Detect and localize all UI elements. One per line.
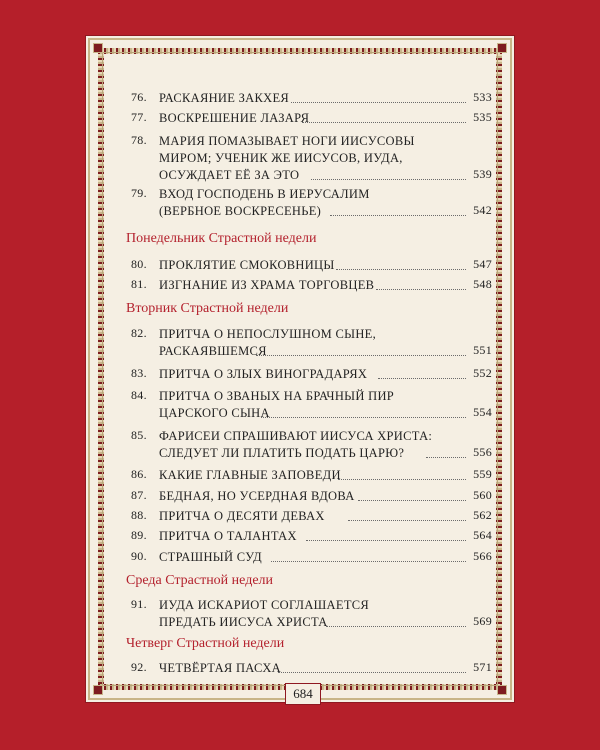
entry-title: ЧЕТВЁРТАЯ ПАСХА <box>159 661 281 675</box>
entry-page: 551 <box>473 343 492 357</box>
dot-leader <box>306 540 466 541</box>
entry-number: 90. <box>131 549 147 563</box>
entry-page: 571 <box>473 660 492 674</box>
dot-leader <box>426 457 466 458</box>
entry-title: КАКИЕ ГЛАВНЫЕ ЗАПОВЕДИ <box>159 468 341 482</box>
entry-page: 552 <box>473 366 492 380</box>
entry-title: ПРИТЧА О ЗВАНЫХ НА БРАЧНЫЙ ПИР ЦАРСКОГО СЫНА <box>159 389 395 420</box>
section-heading: Четверг Страстной недели <box>126 636 285 651</box>
entry-title: ФАРИСЕИ СПРАШИВАЮТ ИИСУСА ХРИСТА: СЛЕДУЕТ ЛИ ПЛАТИТЬ ПОДАТЬ ЦАРЮ? <box>159 429 433 460</box>
entry-number: 83. <box>131 366 147 380</box>
dot-leader <box>311 179 466 180</box>
corner-ornament <box>497 685 507 695</box>
entry-number: 89. <box>131 528 147 542</box>
table-of-contents <box>126 90 494 675</box>
entry-number: 78. <box>131 133 147 147</box>
entry-page: 535 <box>473 110 492 124</box>
dot-leader <box>326 626 466 627</box>
entry-number: 87. <box>131 488 147 502</box>
entry-number: 82. <box>131 326 147 340</box>
entry-number: 92. <box>131 660 147 674</box>
dot-leader <box>278 672 466 673</box>
corner-ornament <box>93 43 103 53</box>
entry-title: СТРАШНЫЙ СУД <box>159 550 262 564</box>
entry-number: 81. <box>131 277 147 291</box>
dot-leader <box>302 122 466 123</box>
entry-page: 542 <box>473 203 492 217</box>
entry-page: 569 <box>473 614 492 628</box>
entry-title: БЕДНАЯ, НО УСЕРДНАЯ ВДОВА <box>159 489 355 503</box>
entry-title: ПРИТЧА О НЕПОСЛУШНОМ СЫНЕ, РАСКАЯВШЕМСЯ <box>159 327 377 358</box>
entry-number: 77. <box>131 110 147 124</box>
dot-leader <box>338 479 466 480</box>
entry-title: ПРИТЧА О ТАЛАНТАХ <box>159 529 297 543</box>
dot-leader <box>378 378 466 379</box>
entry-number: 86. <box>131 467 147 481</box>
entry-page: 559 <box>473 467 492 481</box>
corner-ornament <box>497 43 507 53</box>
dot-leader <box>376 289 466 290</box>
entry-number: 80. <box>131 257 147 271</box>
entry-page: 554 <box>473 405 492 419</box>
dot-leader <box>348 520 466 521</box>
dot-leader <box>358 500 466 501</box>
dot-leader <box>271 561 466 562</box>
entry-page: 533 <box>473 90 492 104</box>
entry-number: 84. <box>131 388 147 402</box>
entry-number: 91. <box>131 597 147 611</box>
entry-title: ИУДА ИСКАРИОТ СОГЛАШАЕТСЯ ПРЕДАТЬ ИИСУСА ХРИСТА <box>159 598 370 629</box>
entry-title: ВОСКРЕШЕНИЕ ЛАЗАРЯ <box>159 111 310 125</box>
entry-number: 85. <box>131 428 147 442</box>
dot-leader <box>336 269 466 270</box>
entry-page: 562 <box>473 508 492 522</box>
entry-title: ВХОД ГОСПОДЕНЬ В ИЕРУСАЛИМ (ВЕРБНОЕ ВОСКРЕСЕНЬЕ) <box>159 187 370 218</box>
entry-title: ИЗГНАНИЕ ИЗ ХРАМА ТОРГОВЦЕВ <box>159 278 375 292</box>
dot-leader <box>256 355 466 356</box>
entry-page: 556 <box>473 445 492 459</box>
dot-leader <box>291 102 466 103</box>
dot-leader <box>261 417 466 418</box>
entry-page: 547 <box>473 257 492 271</box>
entry-title: МАРИЯ ПОМАЗЫВАЕТ НОГИ ИИСУСОВЫ МИРОМ; УЧЕНИК ЖЕ ИИСУСОВ, ИУДА, ОСУЖДАЕТ ЕЁ ЗА ЭТО <box>159 134 415 182</box>
entry-number: 88. <box>131 508 147 522</box>
entry-title: ПРИТЧА О ДЕСЯТИ ДЕВАХ <box>159 509 325 523</box>
corner-ornament <box>93 685 103 695</box>
entry-number: 79. <box>131 186 147 200</box>
entry-page: 566 <box>473 549 492 563</box>
entry-title: ПРОКЛЯТИЕ СМОКОВНИЦЫ <box>159 258 335 272</box>
page-number: 684 <box>285 683 321 705</box>
entry-title: РАСКАЯНИЕ ЗАКХЕЯ <box>159 91 290 105</box>
entry-page: 564 <box>473 528 492 542</box>
entry-number: 76. <box>131 90 147 104</box>
entry-page: 539 <box>473 167 492 181</box>
entry-title: ПРИТЧА О ЗЛЫХ ВИНОГРАДАРЯХ <box>159 367 368 381</box>
section-heading: Вторник Страстной недели <box>126 301 289 316</box>
section-heading: Понедельник Страстной недели <box>126 231 317 246</box>
section-heading: Среда Страстной недели <box>126 573 274 588</box>
entry-page: 560 <box>473 488 492 502</box>
entry-page: 548 <box>473 277 492 291</box>
dot-leader <box>330 215 466 216</box>
